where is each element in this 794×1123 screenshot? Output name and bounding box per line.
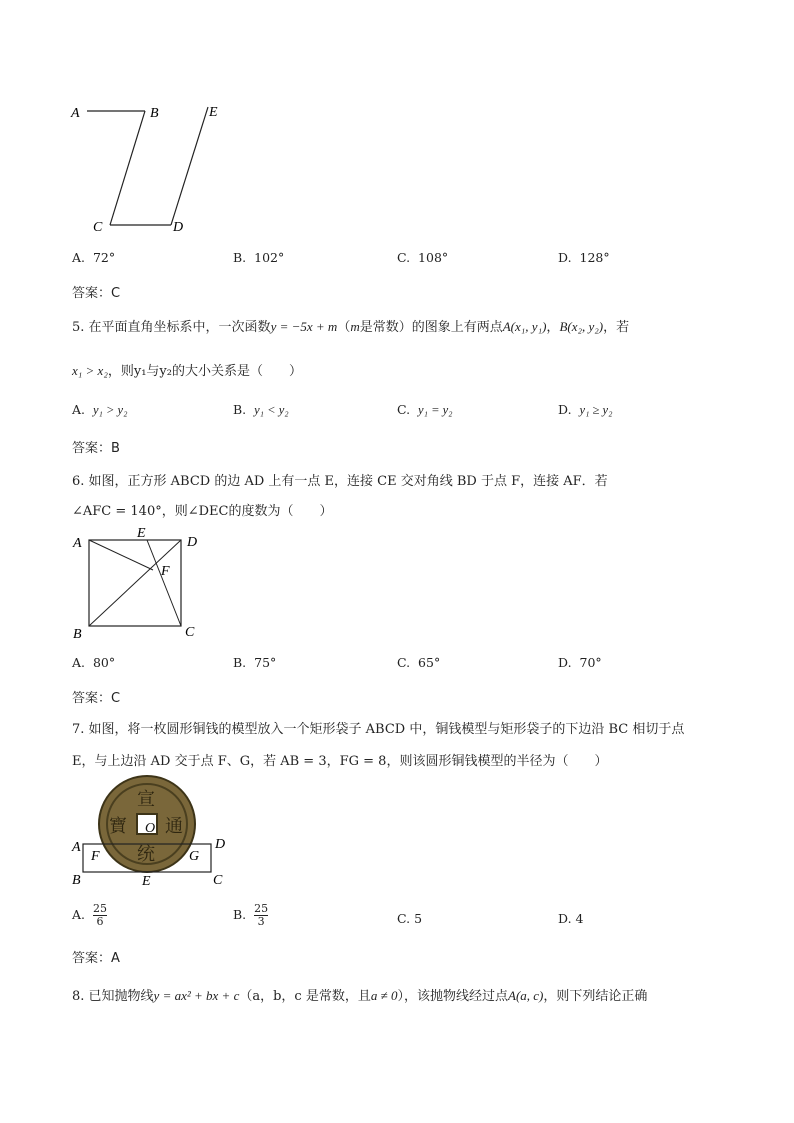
point-label: D [215,837,226,852]
q6-option-c[interactable]: C. 65° [397,655,441,670]
q5-option-c[interactable]: C. y₁ = y₂ [397,402,453,417]
q6-stem-line1: 6. 如图，正方形 ABCD 的边 AD 上有一点 E，连接 CE 交对角线 BD 于点 F，连接 AF．若 [72,474,608,489]
point-label: G [189,849,200,864]
q5-option-a[interactable]: A. y₁ > y₂ [72,402,128,417]
q4-option-c[interactable]: C. 108° [397,250,449,265]
q5-option-d[interactable]: D. y₁ ≥ y₂ [558,402,613,417]
q5-option-b[interactable]: B. y₁ < y₂ [233,402,289,417]
point-label: D [187,535,198,550]
point-label: E [142,874,151,889]
point-label: A [71,106,80,121]
q8-stem-line1: 8. 已知抛物线y = ax² + bx + c（a，b，c 是常数，且a ≠ 0），该抛物线经过点A(a, c)，则下列结论正确 [72,988,648,1004]
q7-answer: 答案：A [72,951,120,966]
coin-char: 宣 [137,789,155,810]
q6-stem-line2: ∠AFC = 140°，则∠DEC的度数为（ ） [72,504,333,519]
point-label: A [73,536,82,551]
q7-option-b[interactable]: B. $\frac{25}{3}$ [233,902,269,928]
q7-stem-line2: E，与上边沿 AD 交于点 F、G，若 AB = 3，FG = 8，则该圆形铜钱模型的半径为（ ） [72,754,608,769]
q4-option-d[interactable]: D. 128° [558,250,610,265]
point-label: E [209,105,218,120]
point-label: E [137,526,146,541]
q6-option-b[interactable]: B. 75° [233,655,277,670]
point-label: D [173,220,184,235]
coin-char: 寶 [109,816,127,837]
q4-option-a[interactable]: A. 72° [72,250,116,265]
point-label: F [161,564,170,579]
q7-stem-line1: 7. 如图，将一枚圆形铜钱的模型放入一个矩形袋子 ABCD 中，铜钱模型与矩形袋子的下边沿 BC 相切于点 [72,722,685,737]
point-label: B [72,873,81,888]
q7-option-a[interactable]: A. $\frac{25}{6}$ [72,902,107,928]
parallelogram-figure [65,95,235,240]
q7-option-c[interactable]: C. 5 [397,911,423,926]
point-label: C [213,873,223,888]
q6-answer: 答案：C [72,691,121,706]
q5-stem-line2: x₁ > x₂，则y₁与y₂的大小关系是（ ） [72,363,302,379]
coin-char: 统 [137,844,155,865]
q4-option-b[interactable]: B. 102° [233,250,285,265]
fraction: $\frac{25}{3}$ [254,902,269,928]
q4-answer: 答案：C [72,286,121,301]
coin-char: 通 [165,816,183,837]
q6-option-d[interactable]: D. 70° [558,655,602,670]
point-label: C [185,625,195,640]
q6-option-a[interactable]: A. 80° [72,655,116,670]
q7-option-d[interactable]: D. 4 [558,911,584,926]
fraction: $\frac{25}{6}$ [92,902,107,928]
point-label: O [145,821,156,836]
square-figure [65,525,215,645]
point-label: F [91,849,100,864]
point-label: A [72,840,81,855]
point-label: C [93,220,103,235]
q5-stem-line1: 5. 在平面直角坐标系中，一次函数y = −5x + m（m是常数）的图象上有两点A(x₁, y₁)，B(x₂, y₂)，若 [72,319,630,335]
coin-bag-figure [65,772,245,892]
q5-answer: 答案：B [72,441,120,456]
point-label: B [150,106,159,121]
point-label: B [73,627,82,642]
